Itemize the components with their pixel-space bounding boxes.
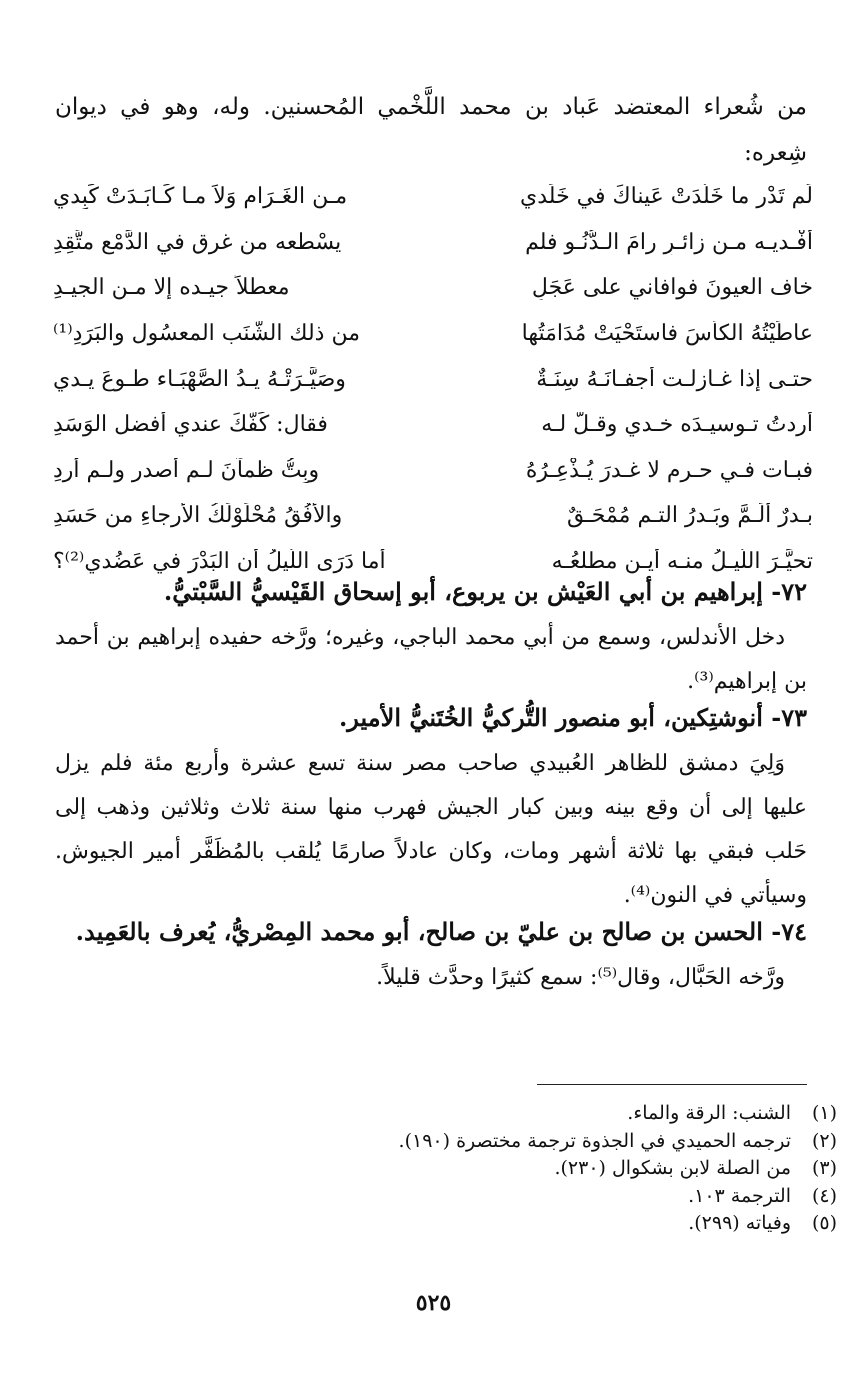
hemistich-second: وبِتُّ ظمآنَ لـم أُصدر ولـم أرِدِ (53, 457, 320, 483)
footnote (55, 1100, 837, 1128)
footnote-text: الترجمة ١٠٣. (688, 1184, 791, 1207)
poem-verse (53, 174, 813, 220)
entry-74 (55, 908, 807, 1000)
footnote-number: (٥) (811, 1212, 837, 1234)
footnotes (55, 1100, 837, 1238)
poem-verse (53, 402, 813, 448)
entry-heading: ٧٢- إبراهيم بن أبي العَيْش بن يربوع، أبو إسحاق القَيْسيُّ السَّبْتيُّ. (163, 577, 807, 606)
footnote-number: (٣) (811, 1157, 837, 1179)
page-number: ٥٢٥ (415, 1290, 452, 1316)
hemistich-first: تحيَّـرَ اللَّيـلُ منـه أيـن مطلعُـه (551, 549, 813, 575)
footnote-number: (٢) (811, 1129, 837, 1152)
hemistich-second: من ذلك الشَّنَب المعسُول والبَرَدِ⁽¹⁾ (53, 321, 361, 347)
hemistich-second: أما دَرَى اللَّيلُ أن البَدْرَ في عَضُدي⁽²⁾؟ (53, 549, 386, 575)
hemistich-second: وصَيَّـرَتْـهُ يـدُ الصَّهْبَـاء طـوعَ يـدي (53, 366, 346, 392)
entry-text: وَلِيَ دمشق للظاهر العُبيدي صاحب مصر سنة تسع عشرة وأربع مئة فلم يزل عليها إلى أن وقع بينه وبين كبار الجيش فهرب منها سنة ثلاث وثلاثين وذهب إلى حَلب فبقي بها ثلاثة أشهر ومات، وكان عادلاً صارمًا يُلقب بالمُظَفَّر أمير الجيوش. وسيأتي في النون⁽⁴⁾. (55, 751, 807, 908)
hemistich-first: أردتُ تـوسيـدَه خـدي وقـلَّ لـه (541, 412, 813, 438)
footnote-number: (٤) (811, 1184, 837, 1207)
entry-heading: ٧٤- الحسن بن صالح بن عليّ بن صالح، أبو محمد المِصْريُّ، يُعرف بالعَمِيد. (75, 917, 807, 946)
hemistich-first: حتـى إذا غـازلـت أجفـانَـهُ سِنَـةٌ (536, 366, 813, 392)
hemistich-second: فقال: كَفُّكَ عندي أفضل الوَسَدِ (53, 412, 328, 438)
footnote-divider (537, 1084, 807, 1085)
hemistich-first: لَم تَدْرِ ما خَلَّدَتْ عَيناكَ في خَلَدي (520, 184, 813, 210)
footnote (55, 1155, 837, 1183)
footnote-text: من الصلة لابن بشكوال (٢٣٠). (554, 1157, 791, 1179)
poem-verse (53, 356, 813, 402)
entry-text: دخل الأندلس، وسمع من أبي محمد الباجي، وغيره؛ ورَّخه حفيده إبراهيم بن أحمد بن إبراهيم⁽³⁾. (55, 625, 807, 694)
poem-verse (53, 265, 813, 311)
poem (53, 174, 813, 584)
poem-verse (53, 493, 813, 539)
footnote-text: وفياته (٢٩٩). (688, 1212, 791, 1234)
footnote (55, 1128, 837, 1156)
intro-paragraph: من شُعراء المعتضد عَباد بن محمد اللَّخْمي المُحسنين. وله، وهو في ديوان شِعره: (55, 94, 807, 166)
hemistich-second: والأُفُقُ مُحْلَوْلَكُ الأرجاءِ من حَسَدِ (53, 503, 343, 529)
entry-text: ورَّخه الحَبَّال، وقال⁽⁵⁾: سمع كثيرًا وحدَّث قليلاً. (376, 965, 785, 990)
footnote-text: ترجمه الحميدي في الجذوة ترجمة مختصرة (١٩٠). (398, 1129, 791, 1152)
footnote (55, 1210, 837, 1238)
hemistich-first: عاطَيْتُهُ الكأسَ فاستَحْيَتْ مُدَامَتُها (521, 321, 813, 347)
entry-73 (55, 694, 807, 918)
hemistich-second: معطلاً جيـده إلا مـن الجيـدِ (53, 275, 290, 301)
hemistich-first: فبـات فـي حـرم لا غـدرَ يُـذْعِـرُهُ (525, 457, 813, 483)
hemistich-second: مـن الغَـرَام وَلاَ مـا كَـابَـدَتْ كَبِدي (53, 184, 348, 210)
hemistich-second: يسْطعه من غرق في الدَّمْع متَّقِدِ (53, 229, 342, 255)
poem-verse (53, 448, 813, 494)
footnote-text: الشنب: الرقة والماء. (627, 1102, 791, 1124)
hemistich-first: أَفْـديـه مـن زائـرٍ رامَ الـدُّنُـو فلم (525, 229, 813, 255)
footnote-number: (١) (811, 1102, 837, 1124)
footnote (55, 1183, 837, 1211)
poem-verse (53, 311, 813, 357)
poem-verse (53, 220, 813, 266)
hemistich-first: بـدرٌ أَلَـمَّ وبَـدرُ التـم مُمْحَـقٌ (566, 503, 813, 529)
entry-72 (55, 568, 807, 704)
entry-heading: ٧٣- أنوشتِكين، أبو منصور التُّركيُّ الخُتَنيُّ الأمير. (338, 703, 807, 732)
hemistich-first: خاف العيونَ فوافاني على عَجَلٍ (531, 275, 813, 301)
